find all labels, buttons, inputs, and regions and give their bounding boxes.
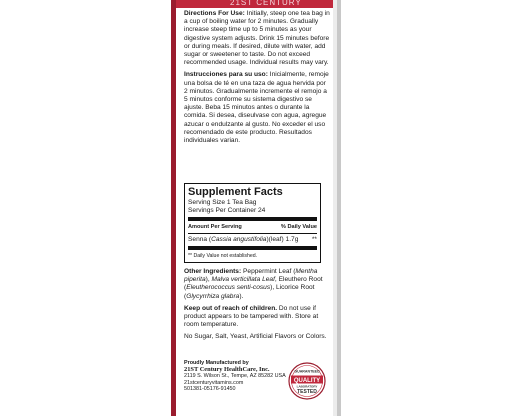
oi-text-1: Peppermint Leaf ( xyxy=(243,268,296,275)
directions-en xyxy=(184,10,330,67)
oi-text-2: ), xyxy=(205,276,212,284)
oi-latin-4: Glycyrrhiza glabra xyxy=(186,292,240,300)
warning-text: Do not use if product appears to be tampered with. Store at room temperature. xyxy=(184,304,319,329)
instrucciones-heading: Instrucciones para su uso: xyxy=(184,71,268,79)
other-ingredients-heading: Other Ingredients: xyxy=(184,268,242,275)
manufacturer-address: 2119 S. Wilson St., Tempe, AZ 85282 USA xyxy=(184,373,286,380)
thin-rule xyxy=(188,233,317,234)
oi-latin-2: Malva verticillata Leaf xyxy=(211,276,275,284)
oi-latin-3: Eleutherococcus senti-cosus xyxy=(186,284,271,292)
warning-heading: Keep out of reach of children. xyxy=(184,304,278,312)
manufacturer-label: Proudly Manufactured by xyxy=(184,360,249,366)
ingredient-latin: Cassia angustifolia xyxy=(211,236,267,243)
manufacturer-block xyxy=(184,360,304,393)
box-left-edge xyxy=(171,0,176,416)
directions-text: Initially, steep one tea bag in a cup of boiling water for 2 minutes. Gradually increase steep time up to 5 minutes as your digestive system adjusts. Drink 15 minutes before or during meals. If desired, dilute with water, add sugar or sweetener to taste. Do not exceed recommended usage. Individual results may vary. xyxy=(184,10,330,67)
seal-top-text: GUARANTEED xyxy=(294,369,320,374)
dv-header: % Daily Value xyxy=(280,224,317,230)
directions-es xyxy=(184,71,330,145)
dv-footnote: ** Daily Value not established. xyxy=(188,253,258,259)
ingredient-label xyxy=(188,236,298,244)
oi-latin-1: Mentha piperita xyxy=(184,268,318,284)
oi-text-5: ). xyxy=(239,292,244,300)
seal-mid-text: QUALITY xyxy=(293,377,321,384)
manufacturer-website: 21stcenturyvitamins.com xyxy=(184,379,244,386)
thick-rule-bottom xyxy=(188,246,317,250)
amount-header: Amount Per Serving xyxy=(188,224,242,230)
thick-rule xyxy=(188,217,317,221)
box-right-edge xyxy=(337,0,341,416)
oi-text-4: ), Licorice Root ( xyxy=(184,284,315,300)
lower-panel xyxy=(184,268,330,346)
free-from: No Sugar, Salt, Yeast, Artificial Flavors or Colors. xyxy=(184,333,327,341)
product-code: 501381-05176-91450 xyxy=(184,386,236,393)
seal-bottom-text: TESTED xyxy=(297,389,317,395)
servings-per-container: Servings Per Container 24 xyxy=(188,207,266,214)
oi-text-3: , Eleuthero Root ( xyxy=(184,276,323,292)
brand-strip-text: 21ST CENTURY xyxy=(230,0,302,7)
other-ingredients xyxy=(184,268,330,301)
seal-sub-text: LABORATORY xyxy=(296,384,318,389)
ingredient-dv: ** xyxy=(311,236,317,243)
ingredient-part: )(leaf) xyxy=(266,236,284,243)
amount-header-row xyxy=(188,223,317,231)
quality-seal-icon xyxy=(288,362,326,400)
manufacturer-name: 21ST Century HealthCare, Inc. xyxy=(184,365,270,373)
directions-panel xyxy=(184,10,330,149)
serving-size: Serving Size 1 Tea Bag xyxy=(188,199,257,206)
directions-heading: Directions For Use: xyxy=(184,10,245,17)
ingredient-amount: 1.7g xyxy=(285,236,299,243)
ingredient-name: Senna ( xyxy=(188,236,212,243)
ingredient-row xyxy=(188,236,317,244)
supplement-facts-title: Supplement Facts xyxy=(188,186,283,198)
warning xyxy=(184,305,330,330)
supplement-facts-box xyxy=(184,183,321,263)
instrucciones-text: Inicialmente, remoje una bolsa de té en una taza de agua hervida por 2 minutos. Gradualmente incremente el remojo a 5 minutos conforme su sistema digestivo se ajuste. Beba 15 minutos antes o durante la comida. Si desea, diseulvase con agua, agregue azucar o endulzante al gusto. No exceder el uso recomendado de este producto. Resultados individuales varian. xyxy=(184,71,329,145)
